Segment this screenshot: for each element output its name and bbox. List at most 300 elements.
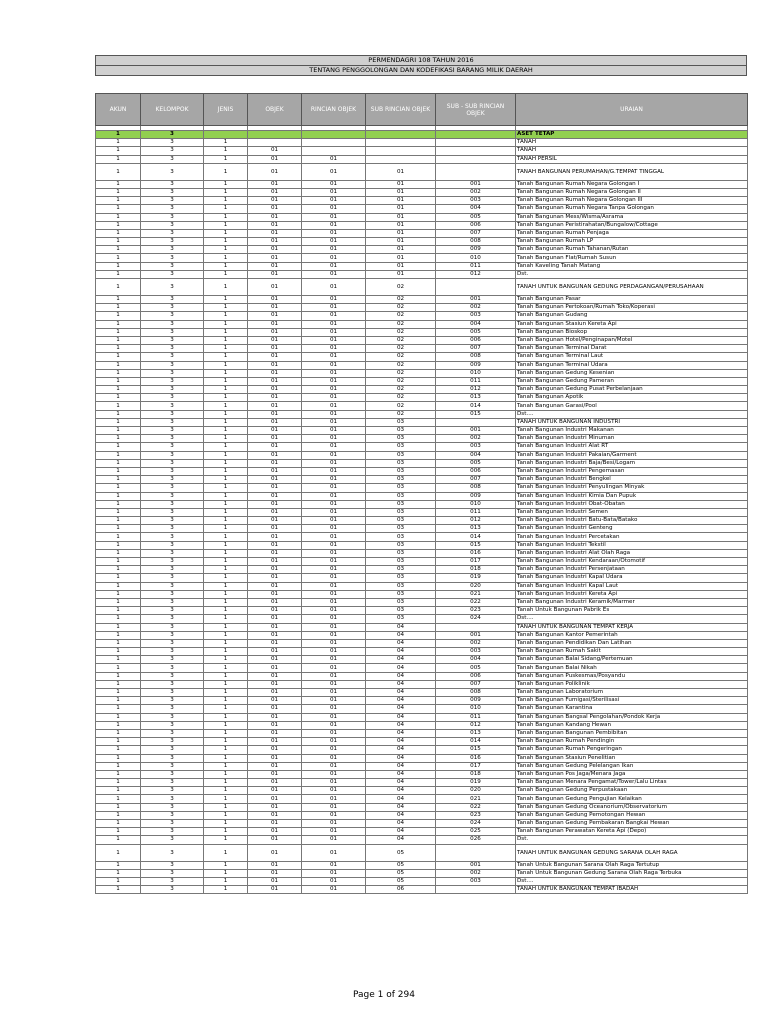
cell-sub-rincian-objek: 03 xyxy=(366,476,436,484)
cell-rincian-objek: 01 xyxy=(302,566,366,574)
cell-sub-sub-rincian-objek xyxy=(436,155,516,163)
cell-sub-rincian-objek: 01 xyxy=(366,229,436,237)
cell-objek: 01 xyxy=(248,541,302,549)
cell-uraian: Tanah Bangunan Gudang xyxy=(516,312,748,320)
cell-rincian-objek: 01 xyxy=(302,213,366,221)
cell-sub-rincian-objek: 04 xyxy=(366,811,436,819)
cell-objek: 01 xyxy=(248,820,302,828)
cell-akun: 1 xyxy=(96,754,141,762)
cell-sub-sub-rincian-objek: 007 xyxy=(436,476,516,484)
cell-jenis: 1 xyxy=(204,631,248,639)
table-row xyxy=(96,517,748,525)
cell-sub-sub-rincian-objek: 018 xyxy=(436,566,516,574)
cell-objek: 01 xyxy=(248,155,302,163)
cell-objek: 01 xyxy=(248,721,302,729)
cell-uraian: Tanah Bangunan Industri Alat Olah Raga xyxy=(516,549,748,557)
cell-sub-rincian-objek: 03 xyxy=(366,484,436,492)
cell-rincian-objek xyxy=(302,131,366,139)
table-row xyxy=(96,345,748,353)
cell-sub-sub-rincian-objek: 004 xyxy=(436,320,516,328)
table-row xyxy=(96,705,748,713)
cell-sub-sub-rincian-objek: 022 xyxy=(436,598,516,606)
cell-sub-sub-rincian-objek: 022 xyxy=(436,803,516,811)
cell-sub-sub-rincian-objek: 012 xyxy=(436,517,516,525)
cell-kelompok: 3 xyxy=(141,467,204,475)
cell-akun: 1 xyxy=(96,508,141,516)
cell-jenis: 1 xyxy=(204,680,248,688)
cell-jenis: 1 xyxy=(204,549,248,557)
table-row xyxy=(96,672,748,680)
cell-sub-sub-rincian-objek: 010 xyxy=(436,369,516,377)
cell-objek: 01 xyxy=(248,500,302,508)
cell-jenis: 1 xyxy=(204,410,248,418)
cell-objek: 01 xyxy=(248,377,302,385)
cell-kelompok: 3 xyxy=(141,131,204,139)
table-row xyxy=(96,500,748,508)
cell-uraian: TANAH BANGUNAN PERUMAHAN/G.TEMPAT TINGGAL xyxy=(516,163,748,180)
cell-uraian: Tanah Bangunan Gedung Pelelangan Ikan xyxy=(516,762,748,770)
cell-rincian-objek: 01 xyxy=(302,500,366,508)
table-row xyxy=(96,754,748,762)
cell-rincian-objek: 01 xyxy=(302,508,366,516)
cell-sub-rincian-objek: 04 xyxy=(366,631,436,639)
cell-sub-sub-rincian-objek: 023 xyxy=(436,811,516,819)
cell-rincian-objek: 01 xyxy=(302,746,366,754)
cell-kelompok: 3 xyxy=(141,820,204,828)
cell-sub-sub-rincian-objek xyxy=(436,163,516,180)
cell-sub-rincian-objek xyxy=(366,155,436,163)
cell-uraian: TANAH xyxy=(516,147,748,155)
cell-objek: 01 xyxy=(248,615,302,623)
cell-sub-sub-rincian-objek: 005 xyxy=(436,664,516,672)
cell-kelompok: 3 xyxy=(141,886,204,894)
cell-kelompok: 3 xyxy=(141,147,204,155)
cell-jenis: 1 xyxy=(204,582,248,590)
cell-kelompok: 3 xyxy=(141,582,204,590)
cell-jenis: 1 xyxy=(204,418,248,426)
cell-sub-rincian-objek: 02 xyxy=(366,345,436,353)
cell-akun: 1 xyxy=(96,369,141,377)
cell-kelompok: 3 xyxy=(141,705,204,713)
cell-jenis: 1 xyxy=(204,689,248,697)
cell-sub-rincian-objek: 01 xyxy=(366,180,436,188)
cell-sub-rincian-objek: 03 xyxy=(366,590,436,598)
cell-rincian-objek: 01 xyxy=(302,697,366,705)
table-row xyxy=(96,427,748,435)
cell-sub-rincian-objek: 03 xyxy=(366,443,436,451)
table-row xyxy=(96,361,748,369)
column-header-sub-rincian-objek: SUB RINCIAN OBJEK xyxy=(366,94,436,126)
cell-objek: 01 xyxy=(248,746,302,754)
cell-uraian: Tanah Bangunan Rumah Pengeringan xyxy=(516,746,748,754)
cell-jenis: 1 xyxy=(204,836,248,844)
cell-kelompok: 3 xyxy=(141,869,204,877)
cell-uraian: Tanah Bangunan Industri Persenjataan xyxy=(516,566,748,574)
cell-jenis: 1 xyxy=(204,229,248,237)
cell-kelompok: 3 xyxy=(141,328,204,336)
cell-sub-rincian-objek: 01 xyxy=(366,163,436,180)
cell-uraian: TANAH UNTUK BANGUNAN GEDUNG PERDAGANGAN/PERUSAHAAN xyxy=(516,279,748,296)
cell-kelompok: 3 xyxy=(141,590,204,598)
cell-objek: 01 xyxy=(248,246,302,254)
cell-jenis: 1 xyxy=(204,770,248,778)
cell-akun: 1 xyxy=(96,705,141,713)
cell-sub-rincian-objek: 03 xyxy=(366,607,436,615)
cell-sub-sub-rincian-objek: 007 xyxy=(436,680,516,688)
cell-uraian: Tanah Bangunan Industri Pakaian/Garment xyxy=(516,451,748,459)
cell-kelompok: 3 xyxy=(141,746,204,754)
cell-akun: 1 xyxy=(96,738,141,746)
cell-sub-rincian-objek: 02 xyxy=(366,320,436,328)
cell-rincian-objek: 01 xyxy=(302,476,366,484)
cell-akun: 1 xyxy=(96,770,141,778)
cell-objek: 01 xyxy=(248,549,302,557)
cell-uraian: Tanah Bangunan Industri Kapal Laut xyxy=(516,582,748,590)
cell-rincian-objek: 01 xyxy=(302,541,366,549)
cell-sub-rincian-objek: 04 xyxy=(366,656,436,664)
cell-kelompok: 3 xyxy=(141,533,204,541)
cell-uraian: Tanah Bangunan Menara Pengamat/Tower/Lalu Lintas xyxy=(516,779,748,787)
cell-sub-sub-rincian-objek: 006 xyxy=(436,467,516,475)
table-row xyxy=(96,402,748,410)
cell-akun: 1 xyxy=(96,517,141,525)
cell-akun: 1 xyxy=(96,459,141,467)
cell-uraian: Tanah Bangunan Rumah Negara Golongan II xyxy=(516,188,748,196)
column-header-kelompok: KELOMPOK xyxy=(141,94,204,126)
cell-objek: 01 xyxy=(248,427,302,435)
cell-sub-sub-rincian-objek xyxy=(436,131,516,139)
table-row xyxy=(96,197,748,205)
table-row xyxy=(96,762,748,770)
cell-uraian: TANAH UNTUK BANGUNAN GEDUNG SARANA OLAH RAGA xyxy=(516,844,748,861)
cell-akun: 1 xyxy=(96,418,141,426)
cell-akun: 1 xyxy=(96,238,141,246)
cell-sub-rincian-objek: 01 xyxy=(366,254,436,262)
cell-uraian: Tanah Bangunan Industri Batu-Bata/Batako xyxy=(516,517,748,525)
cell-sub-sub-rincian-objek: 014 xyxy=(436,738,516,746)
table-row xyxy=(96,336,748,344)
cell-objek: 01 xyxy=(248,336,302,344)
cell-akun: 1 xyxy=(96,886,141,894)
cell-uraian: Tanah Kaveling Tanah Matang xyxy=(516,262,748,270)
cell-jenis: 1 xyxy=(204,205,248,213)
cell-sub-sub-rincian-objek: 020 xyxy=(436,787,516,795)
cell-sub-rincian-objek: 03 xyxy=(366,533,436,541)
cell-objek: 01 xyxy=(248,886,302,894)
cell-rincian-objek: 01 xyxy=(302,492,366,500)
cell-kelompok: 3 xyxy=(141,689,204,697)
cell-objek: 01 xyxy=(248,180,302,188)
cell-sub-sub-rincian-objek: 011 xyxy=(436,508,516,516)
cell-sub-rincian-objek: 04 xyxy=(366,705,436,713)
cell-rincian-objek: 01 xyxy=(302,787,366,795)
cell-uraian: Tanah Bangunan Gedung Pembakaran Bangkai Hewan xyxy=(516,820,748,828)
cell-sub-rincian-objek: 01 xyxy=(366,270,436,278)
cell-sub-sub-rincian-objek: 014 xyxy=(436,533,516,541)
table-row xyxy=(96,205,748,213)
cell-rincian-objek: 01 xyxy=(302,590,366,598)
cell-akun: 1 xyxy=(96,598,141,606)
cell-akun: 1 xyxy=(96,262,141,270)
cell-kelompok: 3 xyxy=(141,484,204,492)
cell-rincian-objek: 01 xyxy=(302,229,366,237)
cell-sub-rincian-objek: 02 xyxy=(366,328,436,336)
cell-rincian-objek: 01 xyxy=(302,328,366,336)
cell-objek: 01 xyxy=(248,582,302,590)
cell-rincian-objek: 01 xyxy=(302,664,366,672)
cell-uraian: Tanah Bangunan Industri Bengkel xyxy=(516,476,748,484)
cell-kelompok: 3 xyxy=(141,180,204,188)
cell-jenis: 1 xyxy=(204,639,248,647)
cell-uraian: Dst. xyxy=(516,270,748,278)
cell-kelompok: 3 xyxy=(141,451,204,459)
cell-objek: 01 xyxy=(248,811,302,819)
cell-jenis: 1 xyxy=(204,811,248,819)
table-row xyxy=(96,508,748,516)
cell-akun: 1 xyxy=(96,566,141,574)
cell-sub-sub-rincian-objek: 016 xyxy=(436,754,516,762)
cell-kelompok: 3 xyxy=(141,435,204,443)
cell-rincian-objek: 01 xyxy=(302,394,366,402)
cell-uraian: Tanah Bangunan Industri Semen xyxy=(516,508,748,516)
cell-sub-sub-rincian-objek: 009 xyxy=(436,697,516,705)
cell-rincian-objek: 01 xyxy=(302,163,366,180)
cell-jenis: 1 xyxy=(204,197,248,205)
cell-akun: 1 xyxy=(96,549,141,557)
cell-uraian: Tanah Bangunan Pendidikan Dan Latihan xyxy=(516,639,748,647)
cell-sub-rincian-objek: 04 xyxy=(366,648,436,656)
cell-rincian-objek: 01 xyxy=(302,484,366,492)
cell-sub-rincian-objek: 02 xyxy=(366,394,436,402)
cell-sub-sub-rincian-objek: 020 xyxy=(436,582,516,590)
cell-sub-rincian-objek: 03 xyxy=(366,427,436,435)
cell-akun: 1 xyxy=(96,525,141,533)
cell-akun: 1 xyxy=(96,467,141,475)
table-row xyxy=(96,328,748,336)
cell-sub-sub-rincian-objek: 013 xyxy=(436,525,516,533)
cell-sub-sub-rincian-objek: 017 xyxy=(436,558,516,566)
cell-sub-rincian-objek: 03 xyxy=(366,418,436,426)
cell-objek: 01 xyxy=(248,517,302,525)
cell-akun: 1 xyxy=(96,713,141,721)
cell-akun: 1 xyxy=(96,541,141,549)
cell-sub-sub-rincian-objek: 003 xyxy=(436,648,516,656)
cell-akun: 1 xyxy=(96,721,141,729)
cell-uraian: TANAH UNTUK BANGUNAN TEMPAT KERJA xyxy=(516,623,748,631)
cell-kelompok: 3 xyxy=(141,262,204,270)
cell-rincian-objek: 01 xyxy=(302,729,366,737)
cell-jenis: 1 xyxy=(204,476,248,484)
cell-rincian-objek: 01 xyxy=(302,320,366,328)
cell-objek: 01 xyxy=(248,443,302,451)
cell-akun: 1 xyxy=(96,820,141,828)
cell-sub-rincian-objek: 03 xyxy=(366,467,436,475)
cell-kelompok: 3 xyxy=(141,615,204,623)
column-header-sub-sub-rincian-objek: SUB - SUB RINCIAN OBJEK xyxy=(436,94,516,126)
cell-uraian: Tanah Bangunan Gedung Oceanorium/Observatorium xyxy=(516,803,748,811)
cell-akun: 1 xyxy=(96,254,141,262)
cell-sub-sub-rincian-objek: 023 xyxy=(436,607,516,615)
cell-kelompok: 3 xyxy=(141,607,204,615)
table-row xyxy=(96,631,748,639)
cell-jenis: 1 xyxy=(204,467,248,475)
cell-akun: 1 xyxy=(96,131,141,139)
cell-rincian-objek: 01 xyxy=(302,279,366,296)
table-row xyxy=(96,574,748,582)
cell-jenis: 1 xyxy=(204,262,248,270)
table-row xyxy=(96,713,748,721)
cell-rincian-objek: 01 xyxy=(302,738,366,746)
table-row xyxy=(96,729,748,737)
cell-rincian-objek: 01 xyxy=(302,238,366,246)
table-row xyxy=(96,188,748,196)
cell-akun: 1 xyxy=(96,869,141,877)
cell-rincian-objek: 01 xyxy=(302,582,366,590)
cell-akun: 1 xyxy=(96,574,141,582)
table-row xyxy=(96,836,748,844)
table-row xyxy=(96,386,748,394)
cell-kelompok: 3 xyxy=(141,639,204,647)
cell-sub-rincian-objek: 02 xyxy=(366,296,436,304)
cell-uraian: Tanah Bangunan Rumah Sakit xyxy=(516,648,748,656)
cell-jenis: 1 xyxy=(204,270,248,278)
cell-akun: 1 xyxy=(96,451,141,459)
cell-kelompok: 3 xyxy=(141,623,204,631)
cell-jenis: 1 xyxy=(204,508,248,516)
cell-sub-rincian-objek: 04 xyxy=(366,738,436,746)
cell-sub-sub-rincian-objek: 010 xyxy=(436,705,516,713)
cell-uraian: Tanah Bangunan Karantina xyxy=(516,705,748,713)
cell-objek: 01 xyxy=(248,795,302,803)
cell-rincian-objek: 01 xyxy=(302,377,366,385)
cell-objek: 01 xyxy=(248,410,302,418)
cell-kelompok: 3 xyxy=(141,779,204,787)
cell-sub-rincian-objek: 03 xyxy=(366,574,436,582)
table-row xyxy=(96,664,748,672)
cell-jenis: 1 xyxy=(204,566,248,574)
cell-akun: 1 xyxy=(96,672,141,680)
cell-jenis: 1 xyxy=(204,746,248,754)
cell-objek: 01 xyxy=(248,754,302,762)
cell-akun: 1 xyxy=(96,558,141,566)
cell-objek: 01 xyxy=(248,828,302,836)
cell-rincian-objek: 01 xyxy=(302,631,366,639)
cell-objek: 01 xyxy=(248,525,302,533)
cell-kelompok: 3 xyxy=(141,541,204,549)
cell-uraian: Tanah Bangunan Industri Minuman xyxy=(516,435,748,443)
cell-objek: 01 xyxy=(248,533,302,541)
cell-akun: 1 xyxy=(96,648,141,656)
cell-akun: 1 xyxy=(96,492,141,500)
cell-sub-rincian-objek: 04 xyxy=(366,623,436,631)
cell-kelompok: 3 xyxy=(141,163,204,180)
cell-akun: 1 xyxy=(96,328,141,336)
cell-akun: 1 xyxy=(96,844,141,861)
cell-kelompok: 3 xyxy=(141,254,204,262)
cell-akun: 1 xyxy=(96,762,141,770)
cell-sub-rincian-objek: 04 xyxy=(366,639,436,647)
cell-jenis: 1 xyxy=(204,623,248,631)
cell-sub-rincian-objek: 04 xyxy=(366,770,436,778)
cell-sub-sub-rincian-objek: 017 xyxy=(436,762,516,770)
cell-uraian: TANAH xyxy=(516,139,748,147)
table-row xyxy=(96,320,748,328)
cell-sub-rincian-objek: 03 xyxy=(366,615,436,623)
cell-jenis: 1 xyxy=(204,615,248,623)
cell-kelompok: 3 xyxy=(141,443,204,451)
table-row xyxy=(96,770,748,778)
cell-kelompok: 3 xyxy=(141,713,204,721)
cell-jenis: 1 xyxy=(204,296,248,304)
cell-rincian-objek: 01 xyxy=(302,353,366,361)
cell-objek: 01 xyxy=(248,418,302,426)
table-row xyxy=(96,549,748,557)
cell-jenis: 1 xyxy=(204,541,248,549)
cell-rincian-objek: 01 xyxy=(302,270,366,278)
cell-kelompok: 3 xyxy=(141,549,204,557)
cell-jenis: 1 xyxy=(204,672,248,680)
table-row xyxy=(96,697,748,705)
table-row xyxy=(96,820,748,828)
document-subtitle: TENTANG PENGGOLONGAN DAN KODEFIKASI BARANG MILIK DAERAH xyxy=(95,65,747,76)
table-row xyxy=(96,877,748,885)
cell-objek: 01 xyxy=(248,353,302,361)
cell-sub-rincian-objek: 03 xyxy=(366,541,436,549)
cell-kelompok: 3 xyxy=(141,770,204,778)
cell-sub-sub-rincian-objek: 006 xyxy=(436,221,516,229)
cell-rincian-objek: 01 xyxy=(302,467,366,475)
table-row xyxy=(96,163,748,180)
cell-sub-rincian-objek: 04 xyxy=(366,672,436,680)
table-row xyxy=(96,746,748,754)
cell-kelompok: 3 xyxy=(141,836,204,844)
cell-uraian: Tanah Bangunan Industri Genteng xyxy=(516,525,748,533)
cell-akun: 1 xyxy=(96,386,141,394)
cell-uraian: Tanah Bangunan Apotik xyxy=(516,394,748,402)
cell-jenis: 1 xyxy=(204,377,248,385)
cell-uraian: Tanah Bangunan Stasiun Kereta Api xyxy=(516,320,748,328)
cell-kelompok: 3 xyxy=(141,721,204,729)
table-row xyxy=(96,229,748,237)
cell-objek: 01 xyxy=(248,147,302,155)
cell-jenis: 1 xyxy=(204,598,248,606)
table-row xyxy=(96,459,748,467)
cell-uraian: Tanah Bangunan Industri Tekstil xyxy=(516,541,748,549)
cell-akun: 1 xyxy=(96,377,141,385)
cell-jenis: 1 xyxy=(204,147,248,155)
cell-kelompok: 3 xyxy=(141,394,204,402)
cell-rincian-objek: 01 xyxy=(302,803,366,811)
table-row xyxy=(96,623,748,631)
cell-sub-rincian-objek: 02 xyxy=(366,336,436,344)
cell-kelompok: 3 xyxy=(141,861,204,869)
cell-kelompok: 3 xyxy=(141,795,204,803)
cell-rincian-objek: 01 xyxy=(302,844,366,861)
cell-objek: 01 xyxy=(248,279,302,296)
cell-kelompok: 3 xyxy=(141,402,204,410)
cell-sub-rincian-objek: 04 xyxy=(366,754,436,762)
cell-kelompok: 3 xyxy=(141,369,204,377)
cell-kelompok: 3 xyxy=(141,312,204,320)
cell-jenis: 1 xyxy=(204,886,248,894)
cell-jenis: 1 xyxy=(204,139,248,147)
cell-akun: 1 xyxy=(96,229,141,237)
table-row xyxy=(96,213,748,221)
cell-akun: 1 xyxy=(96,427,141,435)
cell-akun: 1 xyxy=(96,336,141,344)
cell-sub-rincian-objek: 02 xyxy=(366,386,436,394)
cell-sub-sub-rincian-objek: 008 xyxy=(436,689,516,697)
